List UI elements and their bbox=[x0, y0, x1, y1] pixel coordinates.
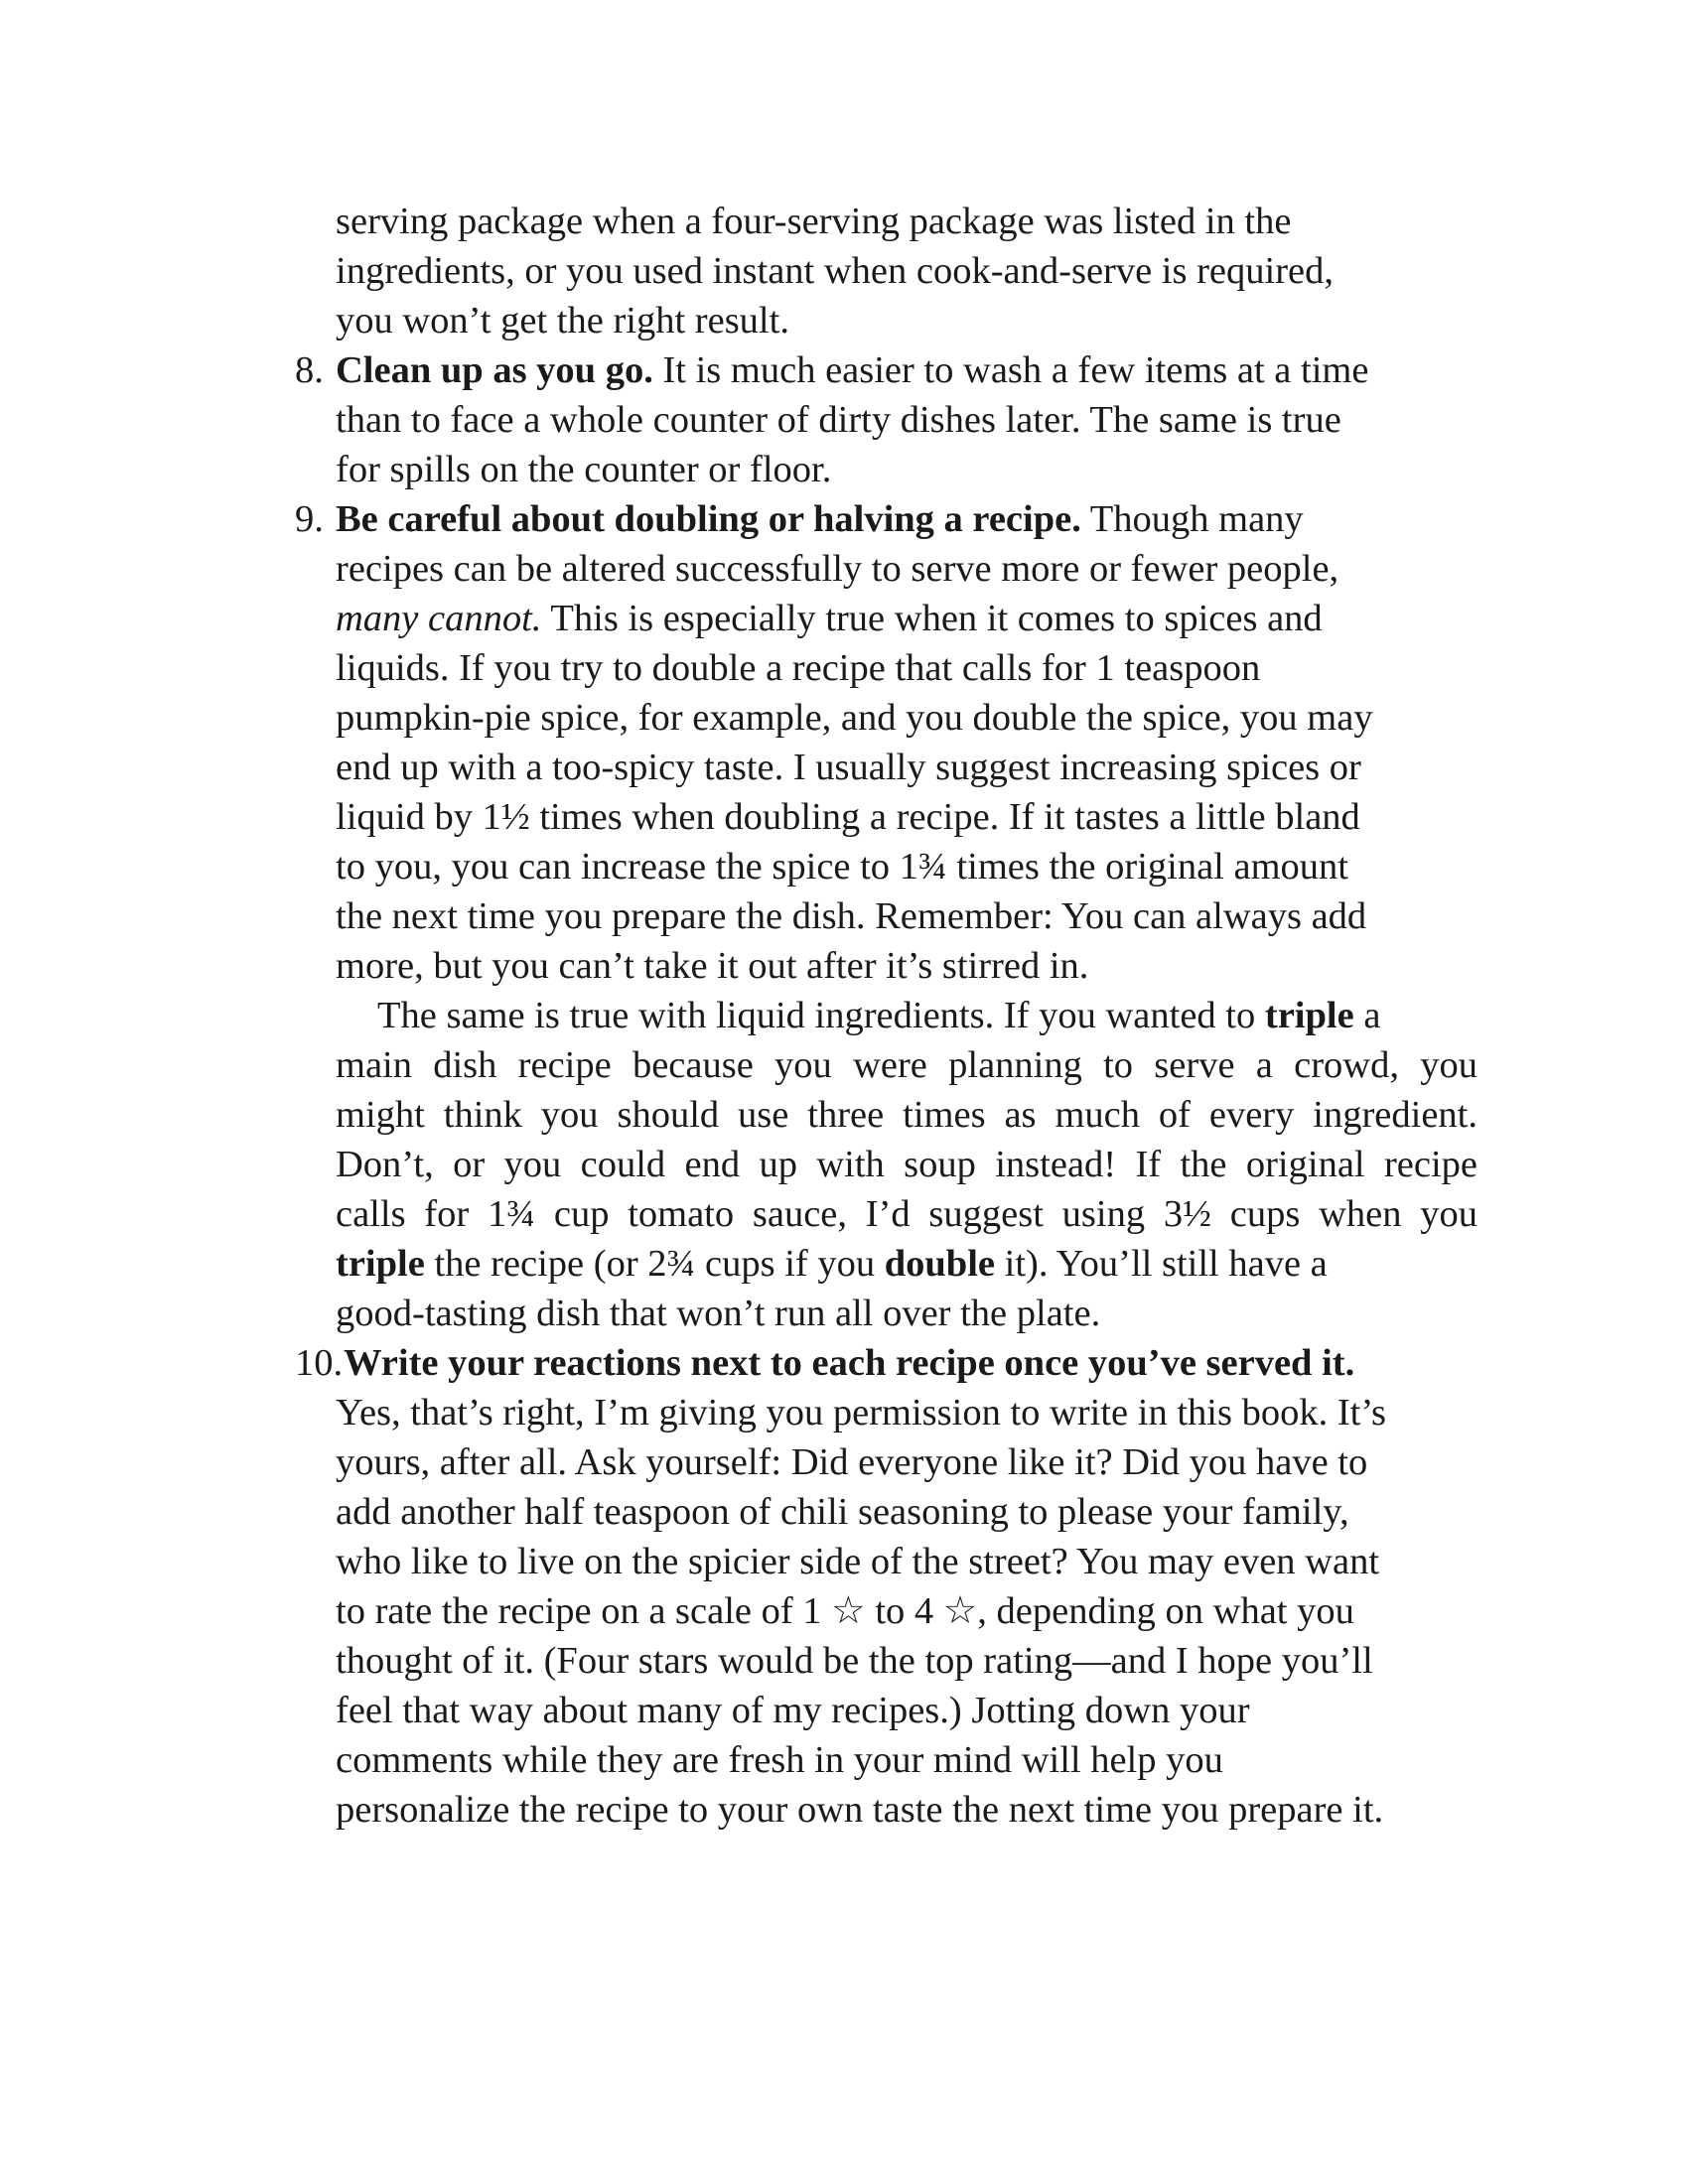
text-line bbox=[336, 594, 1477, 643]
bold-text: triple bbox=[336, 1243, 425, 1285]
list-number: 8. bbox=[295, 349, 324, 391]
text-line: for spills on the counter or floor. bbox=[336, 449, 832, 490]
text-run: The same is true with liquid ingredients. If you wanted to bbox=[377, 995, 1265, 1036]
text-line: who like to live on the spicier side of the street? You may even want bbox=[336, 1541, 1380, 1582]
body-text bbox=[295, 197, 1477, 1835]
text-line: liquid by 1½ times when doubling a recipe. If it tastes a little bland bbox=[336, 796, 1360, 838]
bold-text: triple bbox=[1264, 995, 1354, 1036]
bold-text: double bbox=[884, 1243, 996, 1285]
list-item-10-first-line bbox=[295, 1338, 1477, 1388]
text-line: main dish recipe because you were planning to serve a crowd, you bbox=[336, 1044, 1477, 1086]
list-item-heading: Clean up as you go. bbox=[336, 349, 653, 391]
text-line: might think you should use three times as much of every ingredient. bbox=[336, 1094, 1477, 1136]
list-number: 9. bbox=[295, 498, 324, 540]
text-line: to you, you can increase the spice to 1¾ times the original amount bbox=[336, 846, 1348, 887]
text-run: a bbox=[1353, 995, 1381, 1036]
text-run: the recipe (or 2¾ cups if you bbox=[424, 1243, 885, 1285]
text-line: than to face a whole counter of dirty dishes later. The same is true bbox=[336, 399, 1341, 441]
list-number: 10. bbox=[295, 1342, 344, 1384]
text-line: add another half teaspoon of chili seasoning to please your family, bbox=[336, 1491, 1349, 1533]
text-line: personalize the recipe to your own taste the next time you prepare it. bbox=[336, 1789, 1384, 1831]
text-line: yours, after all. Ask yourself: Did everyone like it? Did you have to bbox=[336, 1441, 1368, 1483]
list-item-heading: Write your reactions next to each recipe once you’ve served it. bbox=[344, 1342, 1355, 1384]
text-line: the next time you prepare the dish. Remember: You can always add bbox=[336, 895, 1367, 937]
text-run: it). You’ll still have a bbox=[995, 1243, 1328, 1285]
text-line: feel that way about many of my recipes.) Jotting down your bbox=[336, 1690, 1250, 1731]
text-line bbox=[336, 1239, 1477, 1289]
text-line: recipes can be altered successfully to serve more or fewer people, bbox=[336, 548, 1339, 590]
text-line: you won’t get the right result. bbox=[336, 300, 789, 341]
text-line: end up with a too-spicy taste. I usually suggest increasing spices or bbox=[336, 747, 1361, 788]
text-line: to rate the recipe on a scale of 1 ☆ to 4 ☆, depending on what you bbox=[336, 1590, 1354, 1632]
text-line: good-tasting dish that won’t run all over the plate. bbox=[336, 1293, 1101, 1334]
text-run: This is especially true when it comes to spices and bbox=[541, 598, 1323, 639]
text-line: more, but you can’t take it out after it’s stirred in. bbox=[336, 945, 1089, 987]
list-item-9-first-line bbox=[295, 494, 1477, 544]
list-item-heading: Be careful about doubling or halving a recipe. bbox=[336, 498, 1081, 540]
text-line: calls for 1¾ cup tomato sauce, I’d suggest using 3½ cups when you bbox=[336, 1193, 1477, 1235]
text-run: It is much easier to wash a few items at a time bbox=[652, 349, 1369, 391]
text-line: serving package when a four-serving package was listed in the bbox=[336, 201, 1292, 242]
list-item-8-first-line bbox=[295, 345, 1477, 395]
text-line: Yes, that’s right, I’m giving you permission to write in this book. It’s bbox=[336, 1392, 1387, 1433]
text-run: Though many bbox=[1080, 498, 1304, 540]
italic-text: many cannot. bbox=[336, 598, 542, 639]
text-line: pumpkin-pie spice, for example, and you double the spice, you may bbox=[336, 697, 1373, 739]
text-line: ingredients, or you used instant when cook-and-serve is required, bbox=[336, 250, 1335, 292]
text-line: comments while they are fresh in your mind will help you bbox=[336, 1739, 1223, 1781]
text-line bbox=[336, 991, 1477, 1040]
text-line: thought of it. (Four stars would be the top rating—and I hope you’ll bbox=[336, 1640, 1373, 1682]
text-line: Don’t, or you could end up with soup instead! If the original recipe bbox=[336, 1144, 1477, 1185]
text-line: liquids. If you try to double a recipe that calls for 1 teaspoon bbox=[336, 647, 1261, 689]
